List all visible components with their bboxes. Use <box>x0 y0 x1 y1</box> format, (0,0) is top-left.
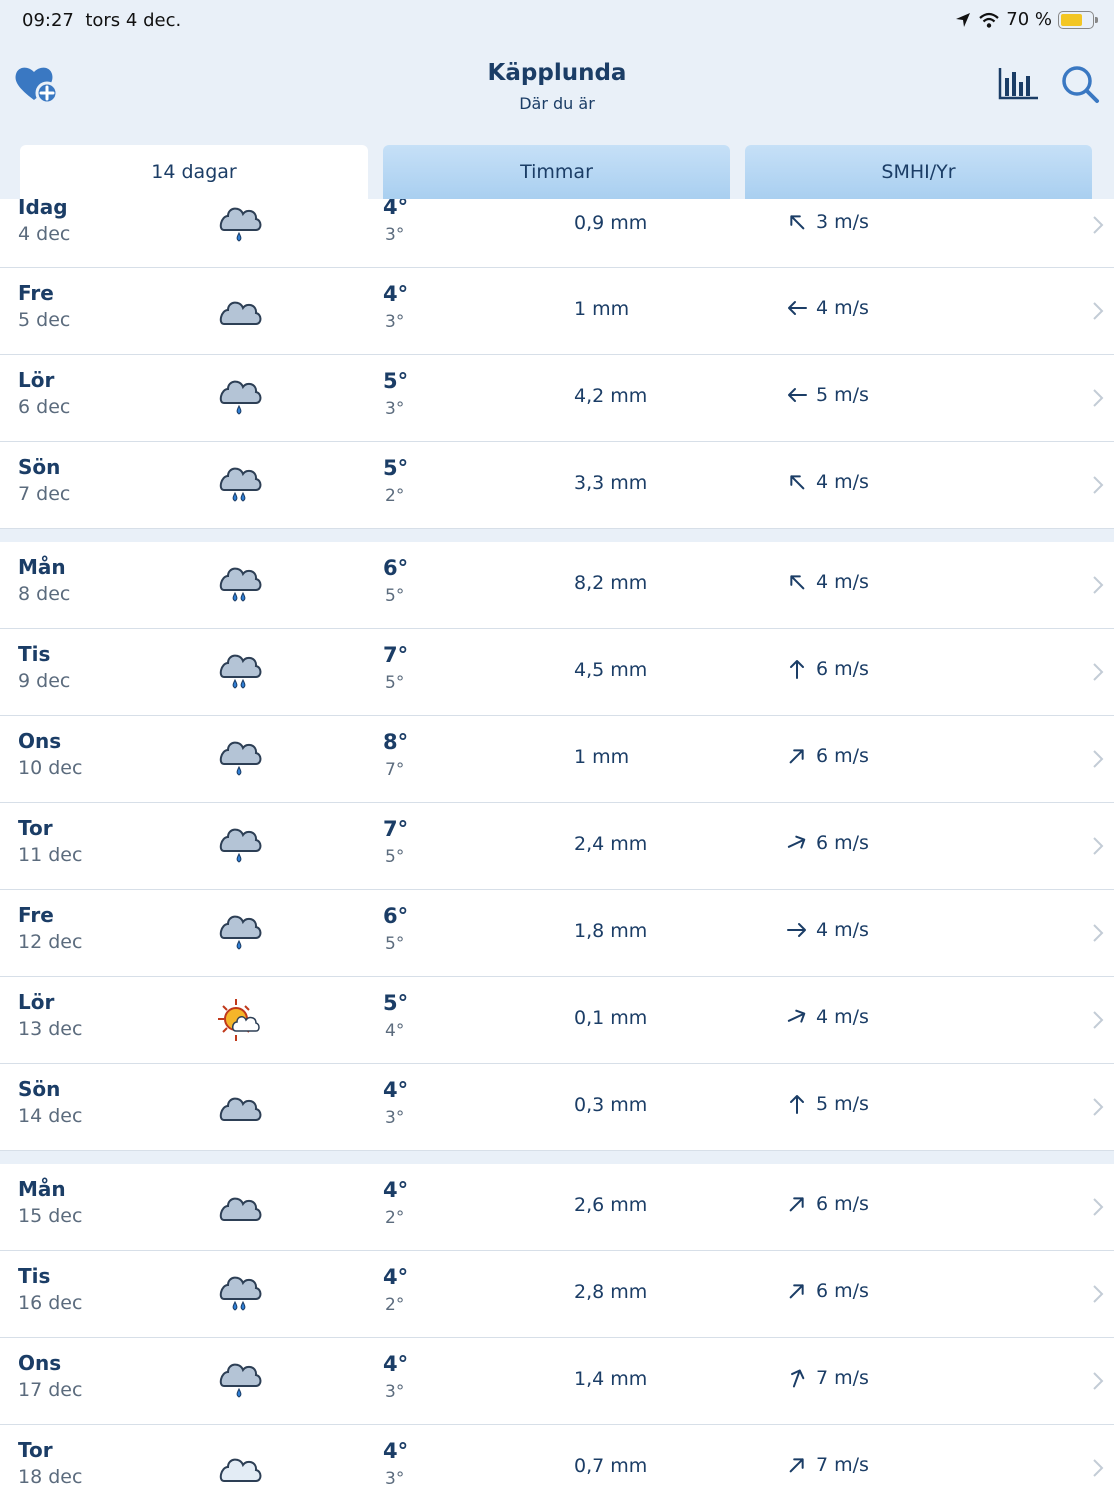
row-precipitation: 0,9 mm <box>574 212 648 234</box>
wind-arrow-icon <box>786 919 808 941</box>
forecast-row[interactable] <box>0 803 1114 890</box>
row-temp-min: 2° <box>385 1208 405 1228</box>
row-temp-max: 7° <box>383 643 409 667</box>
row-date: 13 dec <box>18 1018 83 1040</box>
row-precipitation: 2,6 mm <box>574 1194 648 1216</box>
rain-cloud-icon <box>214 823 264 867</box>
row-temp-max: 5° <box>383 456 409 480</box>
battery-percent: 70 % <box>1006 9 1052 30</box>
row-day: Tor <box>18 1438 53 1462</box>
forecast-row[interactable] <box>0 1251 1114 1338</box>
row-date: 5 dec <box>18 309 71 331</box>
row-temp-min: 5° <box>385 586 405 606</box>
rain-cloud-icon <box>214 375 264 419</box>
location-arrow-icon <box>954 11 972 29</box>
row-wind <box>786 658 869 680</box>
forecast-row[interactable] <box>0 629 1114 716</box>
forecast-list[interactable] <box>0 199 1114 1500</box>
row-temp-max: 6° <box>383 556 409 580</box>
row-wind <box>786 211 869 233</box>
row-temp-min: 3° <box>385 1108 405 1128</box>
forecast-row[interactable] <box>0 890 1114 977</box>
row-temp-min: 5° <box>385 934 405 954</box>
forecast-row[interactable] <box>0 355 1114 442</box>
row-precipitation: 0,1 mm <box>574 1007 648 1029</box>
chevron-right-icon <box>1092 1097 1104 1117</box>
tab-timmar[interactable]: Timmar <box>383 145 730 199</box>
row-wind <box>786 1006 869 1028</box>
row-wind <box>786 384 869 406</box>
row-date: 6 dec <box>18 396 71 418</box>
wind-arrow-icon <box>786 1454 808 1476</box>
rain-cloud-icon <box>214 910 264 954</box>
location-subtitle: Där du är <box>519 94 595 113</box>
forecast-group <box>0 199 1114 529</box>
forecast-row[interactable] <box>0 1338 1114 1425</box>
row-precipitation: 8,2 mm <box>574 572 648 594</box>
row-day: Idag <box>18 199 68 219</box>
row-temp-min: 3° <box>385 312 405 332</box>
row-wind-speed: 4 m/s <box>816 571 869 593</box>
row-temp-max: 4° <box>383 1352 409 1376</box>
wind-arrow-icon <box>786 571 808 593</box>
chevron-right-icon <box>1092 388 1104 408</box>
wind-arrow-icon <box>786 1093 808 1115</box>
row-temp-min: 4° <box>385 1021 405 1041</box>
row-wind <box>786 471 869 493</box>
row-wind <box>786 832 869 854</box>
row-precipitation: 1,4 mm <box>574 1368 648 1390</box>
row-day: Ons <box>18 729 62 753</box>
row-precipitation: 1 mm <box>574 298 630 320</box>
cloud-icon <box>214 288 264 332</box>
wind-arrow-icon <box>786 211 808 233</box>
row-wind-speed: 6 m/s <box>816 745 869 767</box>
search-button[interactable] <box>1058 62 1102 106</box>
row-date: 4 dec <box>18 223 71 245</box>
row-date: 14 dec <box>18 1105 83 1127</box>
status-time-date <box>22 10 181 31</box>
bar-chart-icon <box>996 64 1040 104</box>
sun-cloud-icon <box>214 997 264 1041</box>
status-bar <box>0 0 1114 44</box>
forecast-group <box>0 542 1114 1151</box>
row-precipitation: 2,8 mm <box>574 1281 648 1303</box>
chevron-right-icon <box>1092 1010 1104 1030</box>
row-day: Sön <box>18 455 61 479</box>
row-temp-min: 3° <box>385 1382 405 1402</box>
heavy-rain-cloud-icon <box>214 649 264 693</box>
status-indicators <box>954 9 1094 30</box>
chevron-right-icon <box>1092 1458 1104 1478</box>
row-temp-max: 8° <box>383 730 409 754</box>
row-precipitation: 0,7 mm <box>574 1455 648 1477</box>
cloud-icon <box>214 1084 264 1128</box>
status-date: tors 4 dec. <box>85 10 182 31</box>
header <box>0 44 1114 144</box>
row-wind <box>786 1193 869 1215</box>
row-wind-speed: 5 m/s <box>816 384 869 406</box>
wind-arrow-icon <box>786 745 808 767</box>
row-day: Mån <box>18 555 66 579</box>
row-wind <box>786 297 869 319</box>
heavy-rain-cloud-icon <box>214 1271 264 1315</box>
row-wind <box>786 745 869 767</box>
row-date: 8 dec <box>18 583 71 605</box>
wind-arrow-icon <box>786 384 808 406</box>
row-temp-min: 2° <box>385 486 405 506</box>
row-temp-min: 3° <box>385 399 405 419</box>
row-day: Lör <box>18 990 55 1014</box>
row-temp-max: 5° <box>383 991 409 1015</box>
row-temp-max: 4° <box>383 1178 409 1202</box>
row-wind <box>786 1280 869 1302</box>
chevron-right-icon <box>1092 1371 1104 1391</box>
row-date: 15 dec <box>18 1205 83 1227</box>
row-day: Fre <box>18 281 54 305</box>
chevron-right-icon <box>1092 215 1104 235</box>
row-day: Tis <box>18 1264 51 1288</box>
wind-arrow-icon <box>786 1367 808 1389</box>
forecast-row[interactable] <box>0 977 1114 1064</box>
rain-cloud-icon <box>214 736 264 780</box>
row-precipitation: 1,8 mm <box>574 920 648 942</box>
row-wind <box>786 1454 869 1476</box>
row-day: Ons <box>18 1351 62 1375</box>
forecast-row[interactable] <box>0 542 1114 629</box>
chevron-right-icon <box>1092 836 1104 856</box>
row-wind-speed: 4 m/s <box>816 919 869 941</box>
row-temp-min: 2° <box>385 1295 405 1315</box>
row-temp-max: 6° <box>383 904 409 928</box>
wind-arrow-icon <box>786 1280 808 1302</box>
row-precipitation: 3,3 mm <box>574 472 648 494</box>
wind-arrow-icon <box>786 832 808 854</box>
row-wind-speed: 5 m/s <box>816 1093 869 1115</box>
tab-bar <box>0 145 1114 199</box>
row-date: 9 dec <box>18 670 71 692</box>
row-day: Mån <box>18 1177 66 1201</box>
row-temp-min: 7° <box>385 760 405 780</box>
row-date: 12 dec <box>18 931 83 953</box>
row-wind-speed: 4 m/s <box>816 1006 869 1028</box>
heavy-rain-cloud-icon <box>214 562 264 606</box>
cloud-icon <box>214 1184 264 1228</box>
row-date: 11 dec <box>18 844 83 866</box>
row-day: Tor <box>18 816 53 840</box>
row-temp-max: 4° <box>383 282 409 306</box>
row-wind-speed: 7 m/s <box>816 1367 869 1389</box>
row-temp-max: 4° <box>383 199 409 219</box>
row-date: 17 dec <box>18 1379 83 1401</box>
forecast-row[interactable] <box>0 1425 1114 1500</box>
status-time: 09:27 <box>22 10 74 31</box>
row-wind-speed: 6 m/s <box>816 658 869 680</box>
chevron-right-icon <box>1092 662 1104 682</box>
wind-arrow-icon <box>786 1193 808 1215</box>
search-icon <box>1058 62 1102 106</box>
wifi-icon <box>978 11 1000 29</box>
wind-arrow-icon <box>786 471 808 493</box>
row-temp-min: 3° <box>385 1469 405 1489</box>
row-precipitation: 4,2 mm <box>574 385 648 407</box>
row-wind-speed: 7 m/s <box>816 1454 869 1476</box>
row-day: Tis <box>18 642 51 666</box>
row-day: Lör <box>18 368 55 392</box>
row-date: 10 dec <box>18 757 83 779</box>
row-wind-speed: 6 m/s <box>816 1280 869 1302</box>
row-wind <box>786 571 869 593</box>
light-cloud-icon <box>214 1445 264 1489</box>
row-day: Sön <box>18 1077 61 1101</box>
forecast-row[interactable] <box>0 1164 1114 1251</box>
forecast-group <box>0 1164 1114 1500</box>
row-wind-speed: 6 m/s <box>816 832 869 854</box>
row-temp-max: 4° <box>383 1265 409 1289</box>
chevron-right-icon <box>1092 475 1104 495</box>
location-title: Käpplunda <box>487 60 627 86</box>
forecast-row[interactable] <box>0 199 1114 268</box>
forecast-row[interactable] <box>0 268 1114 355</box>
row-precipitation: 2,4 mm <box>574 833 648 855</box>
chevron-right-icon <box>1092 1197 1104 1217</box>
row-precipitation: 0,3 mm <box>574 1094 648 1116</box>
chevron-right-icon <box>1092 575 1104 595</box>
tab-smhi-yr[interactable]: SMHI/Yr <box>745 145 1092 199</box>
rain-cloud-icon <box>214 202 264 246</box>
row-precipitation: 1 mm <box>574 746 630 768</box>
row-date: 7 dec <box>18 483 71 505</box>
row-temp-min: 5° <box>385 847 405 867</box>
forecast-row[interactable] <box>0 442 1114 529</box>
chart-button[interactable] <box>996 64 1040 104</box>
chevron-right-icon <box>1092 749 1104 769</box>
row-wind-speed: 4 m/s <box>816 471 869 493</box>
row-temp-max: 4° <box>383 1439 409 1463</box>
row-date: 16 dec <box>18 1292 83 1314</box>
row-precipitation: 4,5 mm <box>574 659 648 681</box>
row-wind <box>786 919 869 941</box>
row-date: 18 dec <box>18 1466 83 1488</box>
tab-14-dagar[interactable]: 14 dagar <box>20 145 368 199</box>
row-temp-max: 4° <box>383 1078 409 1102</box>
wind-arrow-icon <box>786 1006 808 1028</box>
row-temp-max: 7° <box>383 817 409 841</box>
row-temp-min: 5° <box>385 673 405 693</box>
chevron-right-icon <box>1092 301 1104 321</box>
row-day: Fre <box>18 903 54 927</box>
row-temp-max: 5° <box>383 369 409 393</box>
heavy-rain-cloud-icon <box>214 462 264 506</box>
row-wind-speed: 4 m/s <box>816 297 869 319</box>
forecast-row[interactable] <box>0 716 1114 803</box>
row-wind <box>786 1093 869 1115</box>
forecast-row[interactable] <box>0 1064 1114 1151</box>
wind-arrow-icon <box>786 658 808 680</box>
battery-icon <box>1058 11 1094 29</box>
row-wind-speed: 6 m/s <box>816 1193 869 1215</box>
chevron-right-icon <box>1092 1284 1104 1304</box>
row-wind-speed: 3 m/s <box>816 211 869 233</box>
wind-arrow-icon <box>786 297 808 319</box>
rain-cloud-icon <box>214 1358 264 1402</box>
row-wind <box>786 1367 869 1389</box>
row-temp-min: 3° <box>385 225 405 245</box>
chevron-right-icon <box>1092 923 1104 943</box>
